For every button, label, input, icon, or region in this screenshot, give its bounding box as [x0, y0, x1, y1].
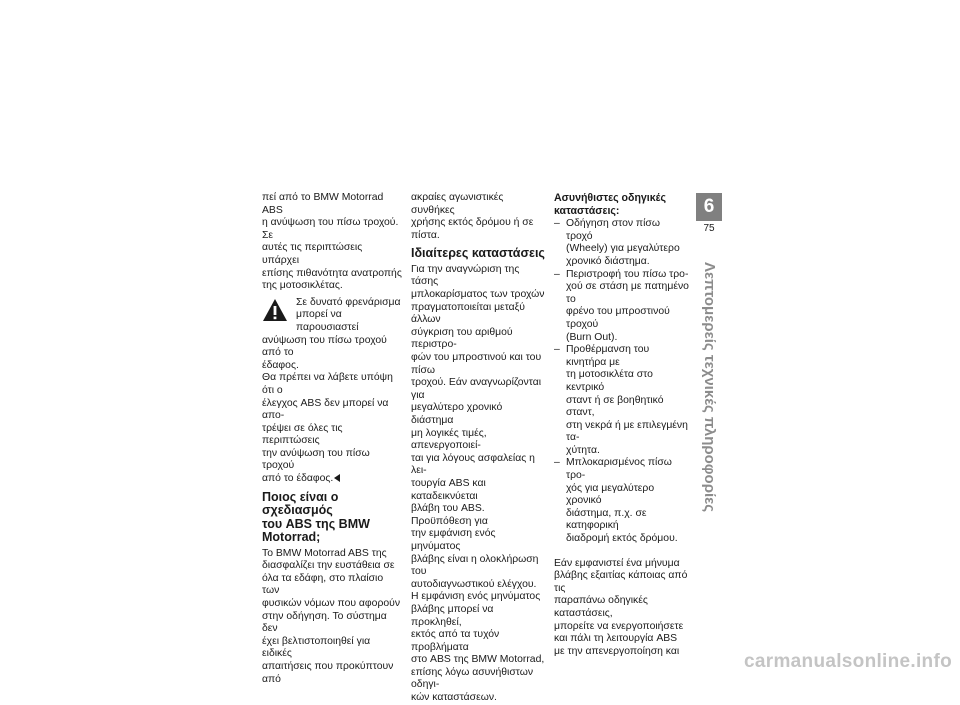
abs-design-paragraph	[262, 548, 402, 687]
text-line: εκτός από τα τυχόν προβλήματα	[411, 629, 500, 653]
text-line: μπλοκαρίσματος των τροχών	[411, 289, 545, 301]
section-heading-special-situations: Ιδιαίτερες καταστάσεις	[411, 246, 545, 261]
text-line: όλα τα εδάφη, στο πλαίσιο των	[262, 572, 384, 597]
warning-text-line: έλεγχος ABS δεν μπορεί να απο-	[262, 397, 389, 422]
text-line: τουργία ABS και καταδεικνύεται	[411, 477, 486, 502]
text-line: με την απενεργοποίηση και	[554, 645, 680, 657]
text-line: φών του μπροστινού και του πίσω	[411, 352, 542, 376]
chapter-tab	[696, 193, 722, 241]
text-line: φρένο του μπροστινού τροχού	[566, 306, 670, 330]
intro-paragraph	[411, 192, 546, 242]
text-line: επίσης πιθανότητα ανατροπής	[262, 267, 402, 279]
warning-text-line: μπορεί να παρουσιαστεί	[296, 309, 359, 333]
text-line: διασφαλίζει την ευστάθεια σε	[262, 560, 395, 572]
text-line: η ανύψωση του πίσω τροχού. Σε	[262, 217, 399, 241]
list-item	[554, 457, 689, 545]
text-line: επίσης λόγω ασυνήθιστων οδηγι-	[411, 666, 534, 691]
text-line: βλάβη του ABS. Προϋπόθεση για	[411, 503, 488, 527]
text-line: στο ABS της BMW Motorrad,	[411, 654, 545, 666]
column-2	[411, 192, 546, 705]
text-line: βλάβης είναι η ολοκλήρωση του	[411, 553, 539, 578]
special-situations-paragraph	[411, 264, 546, 705]
text-line: στην οδήγηση. Το σύστημα δεν	[262, 610, 387, 635]
heading-line: Ασυνήθιστες οδηγικές	[554, 192, 666, 204]
text-line: χρήσης εκτός δρόμου ή σε πίστα.	[411, 217, 534, 241]
warning-block	[262, 297, 402, 486]
text-line: μη λογικές τιμές, απενεργοποιεί-	[411, 427, 487, 452]
text-line: χού σε στάση με πατημένο το	[566, 281, 689, 305]
text-line: της μοτοσικλέτας.	[262, 280, 343, 292]
text-line: φυσικών νόμων που αφορούν	[262, 598, 401, 610]
text-line: την εμφάνιση ενός μηνύματος	[411, 528, 496, 552]
text-line: Προθέρμανση του κινητήρα με	[566, 344, 650, 368]
warning-text-line: Θα πρέπει να λάβετε υπόψη ότι ο	[262, 372, 393, 396]
chapter-number: 6	[696, 193, 722, 221]
text-line: πεί από το BMW Motorrad ABS	[262, 192, 384, 216]
heading-line: Motorrad;	[262, 530, 321, 545]
text-line: έχει βελτιστοποιηθεί για ειδικές	[262, 635, 371, 660]
text-line: κών καταστάσεων.	[411, 692, 497, 704]
text-line: χός για μεγαλύτερο χρονικό	[566, 482, 655, 507]
intro-paragraph	[262, 192, 402, 293]
text-line: διαδρομή εκτός δρόμου.	[566, 533, 678, 545]
text-line: Η εμφάνιση ενός μηνύματος	[411, 591, 541, 603]
text-line: χύτητα.	[566, 444, 600, 456]
watermark: carmanualsonline.info	[744, 651, 952, 672]
section-title-vertical: Λεπτομερείς τεχνικές πληροφορίες	[701, 262, 718, 513]
heading-line: καταστάσεις:	[554, 204, 620, 217]
text-line: Για την αναγνώριση της τάσης	[411, 263, 520, 288]
text-line: διάστημα, π.χ. σε κατηφορική	[566, 507, 647, 532]
text-line: Το BMW Motorrad ABS της	[262, 547, 387, 559]
text-line: μπορείτε να ενεργοποιήσετε	[554, 620, 684, 632]
text-line: σταντ ή σε βοηθητικό σταντ,	[566, 394, 664, 419]
text-line: Μπλοκαρισμένος πίσω τρο-	[566, 457, 672, 482]
text-line: παραπάνω οδηγικές καταστάσεις,	[554, 595, 648, 619]
heading-line: Ποιος είναι ο σχεδιασμός	[262, 489, 339, 518]
text-line: Περιστροφή του πίσω τρο-	[566, 268, 689, 280]
error-message-paragraph	[554, 558, 689, 659]
page-number: 75	[703, 223, 715, 234]
text-line: πραγματοποιείται μεταξύ άλλων	[411, 301, 525, 326]
section-heading-abs-design	[262, 491, 402, 545]
text-line: βλάβης μπορεί να προκληθεί,	[411, 603, 494, 628]
text-line: βλάβης εξαιτίας κάποιας από τις	[554, 570, 688, 594]
text-line: Οδήγηση στον πίσω τροχό	[566, 218, 660, 242]
text-line: απαιτήσεις που προκύπτουν από	[262, 661, 394, 685]
list-item	[554, 218, 689, 268]
text-line: μεγαλύτερο χρονικό διάστημα	[411, 402, 503, 426]
warning-text-line: την ανύψωση του πίσω τροχού	[262, 447, 370, 472]
section-heading-unusual-situations	[554, 192, 689, 217]
column-3	[554, 192, 689, 658]
text-line: (Burn Out).	[566, 331, 618, 343]
list-item	[554, 344, 689, 457]
warning-text-line: τρέψει σε όλες τις περιπτώσεις	[262, 422, 343, 447]
text-line: Εάν εμφανιστεί ένα μήνυμα	[554, 557, 680, 569]
text-line: χρονικό διάστημα.	[566, 255, 650, 267]
unusual-situations-list	[554, 218, 689, 545]
warning-text-line: έδαφος.	[262, 359, 299, 371]
list-item	[554, 269, 689, 345]
warning-text-line: από το έδαφος.	[262, 473, 334, 485]
text-line: ακραίες αγωνιστικές συνθήκες	[411, 192, 504, 216]
column-1	[262, 192, 402, 686]
text-line: σύγκριση του αριθμού περιστρο-	[411, 326, 513, 351]
warning-triangle-icon	[262, 298, 288, 322]
text-line: και πάλι τη λειτουργία ABS	[554, 633, 678, 645]
text-line: τροχού. Εάν αναγνωρίζονται για	[411, 377, 542, 401]
heading-line: του ABS της BMW	[262, 516, 370, 531]
text-line: ται για λόγους ασφαλείας η λει-	[411, 452, 535, 477]
text-line: στη νεκρά ή με επιλεγμένη τα-	[566, 419, 688, 444]
text-line: αυτοδιαγνωστικού ελέγχου.	[411, 578, 537, 590]
text-line: (Wheely) για μεγαλύτερο	[566, 243, 680, 255]
end-of-section-arrow-icon	[334, 474, 340, 482]
warning-text-line: Σε δυνατό φρενάρισμα	[296, 296, 401, 308]
text-line: αυτές τις περιπτώσεις υπάρχει	[262, 242, 363, 266]
text-line: τη μοτοσικλέτα στο κεντρικό	[566, 369, 653, 393]
warning-text-line: ανύψωση του πίσω τροχού από το	[262, 334, 387, 359]
